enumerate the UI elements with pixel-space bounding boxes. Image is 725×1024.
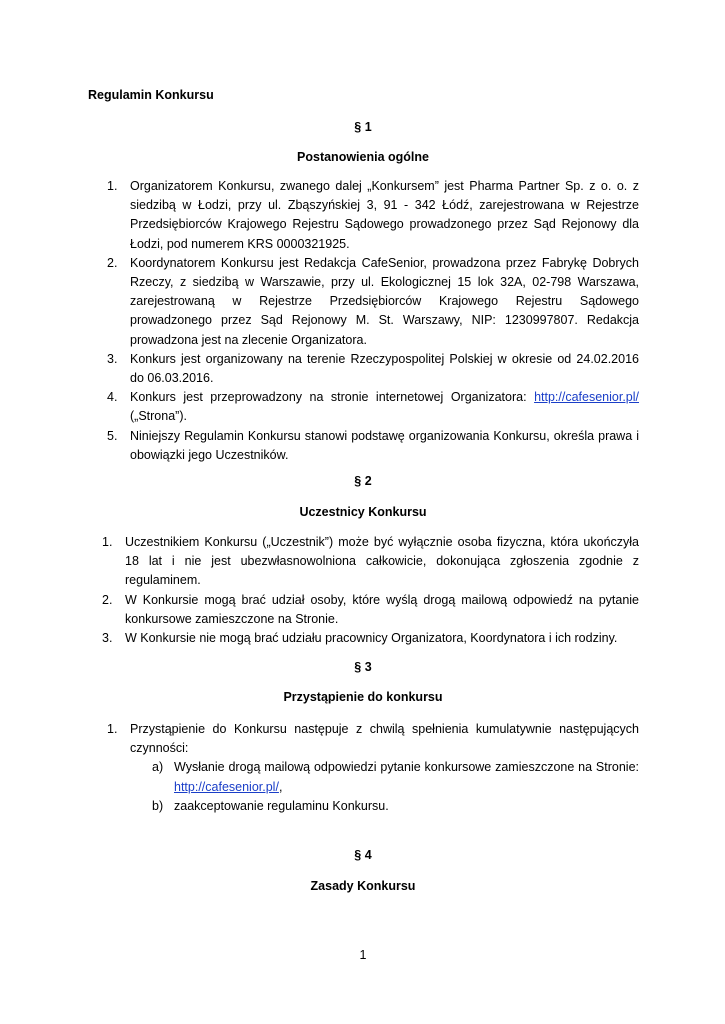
list-item: [88, 177, 639, 254]
section-1-heading: Postanowienia ogólne: [297, 150, 429, 164]
list-item: [88, 533, 639, 591]
sublist-item: [130, 797, 639, 816]
page-number: 1: [359, 948, 367, 962]
list-item-text: Koordynatorem Konkursu jest Redakcja CafeSenior, prowadzona przez Fabrykę Dobrych Rzeczy, z siedzibą w Warszawie, przy ul. Ekologicznej 15 lok 32A, 02-798 Warszawa, zarejestrowaną w Rejestrze Przedsiębiorców Krajowego Rejestru Sądowego prowadzonego przez Sąd Rejonowy M. St. Warszawy, NIP: 1230997807. Redakcja prowadzona jest na zlecenie Organizatora.: [130, 255, 639, 347]
section-2-list: [88, 533, 639, 648]
list-item-text: W Konkursie mogą brać udział osoby, które wyślą drogą mailową odpowiedź na pytanie konkursowe zamieszczone na Stronie.: [125, 592, 639, 626]
section-3-sublist: [130, 758, 639, 816]
list-item-number: 1.: [107, 722, 118, 736]
section-4-mark: § 4: [354, 848, 372, 862]
list-item-number: 3.: [102, 631, 113, 646]
section-3-heading: Przystąpienie do konkursu: [283, 690, 443, 704]
section-1-mark: § 1: [354, 120, 372, 134]
list-item: [88, 629, 639, 648]
list-item-number: 2.: [107, 255, 118, 270]
list-item: [88, 427, 639, 465]
list-item-text: W Konkursie nie mogą brać udziału pracownicy Organizatora, Koordynatora i ich rodziny.: [125, 631, 618, 646]
cafesenior-link[interactable]: http://cafesenior.pl/: [174, 779, 279, 794]
list-item-number: 1.: [102, 535, 113, 549]
list-item-text: Uczestnikiem Konkursu („Uczestnik”) może być wyłącznie osoba fizyczna, która ukończyła 18 lat i nie jest ubezwłasnowolniona całkowicie, dokonująca zgłoszenia zgodnie z regulaminem.: [125, 535, 639, 588]
sublist-item-text-after: ,: [278, 779, 283, 794]
sublist-item: [130, 758, 639, 796]
list-item-number: 4.: [107, 390, 118, 405]
sublist-item-letter: b): [152, 798, 164, 813]
sublist-item-letter: a): [152, 760, 164, 775]
cafesenior-link[interactable]: http://cafesenior.pl/: [534, 390, 639, 405]
list-item-text-after: („Strona”).: [130, 409, 187, 424]
list-item-text-before: Konkurs jest przeprowadzony na stronie internetowej Organizatora:: [130, 390, 535, 405]
section-1-list: [88, 177, 639, 465]
list-item-number: 5.: [107, 428, 118, 443]
list-item: [88, 350, 639, 388]
list-item-number: 2.: [102, 592, 113, 607]
list-item-text: Przystąpienie do Konkursu następuje z chwilą spełnienia kumulatywnie następujących czynności:: [130, 722, 639, 756]
sublist-item-text-before: Wysłanie drogą mailową odpowiedzi pytanie konkursowe zamieszczone na Stronie:: [174, 760, 639, 775]
list-item: [88, 591, 639, 629]
sublist-item-text: zaakceptowanie regulaminu Konkursu.: [174, 798, 389, 813]
document-title: Regulamin Konkursu: [88, 88, 214, 102]
list-item-text: Organizatorem Konkursu, zwanego dalej „Konkursem” jest Pharma Partner Sp. z o. o. z siedzibą w Łodzi, przy ul. Zbąszyńskiej 3, 91 - 342 Łódź, zarejestrowana w Rejestrze Przedsiębiorców Krajowego Rejestru Sądowego prowadzonego przez Sąd Rejonowy dla Łodzi, pod numerem KRS 0000321925.: [130, 179, 639, 251]
section-2-heading: Uczestnicy Konkursu: [299, 505, 427, 519]
list-item: [88, 254, 639, 350]
list-item: [88, 720, 639, 816]
list-item-text: Niniejszy Regulamin Konkursu stanowi podstawę organizowania Konkursu, określa prawa i obowiązki jego Uczestników.: [130, 428, 639, 462]
list-item-number: 1.: [107, 179, 118, 193]
section-3-list: [88, 720, 639, 816]
list-item: [88, 388, 639, 426]
section-2-mark: § 2: [354, 474, 372, 488]
section-3-mark: § 3: [354, 660, 372, 674]
list-item-number: 3.: [107, 351, 118, 366]
list-item-text: Konkurs jest organizowany na terenie Rzeczypospolitej Polskiej w okresie od 24.02.2016 do 06.03.2016.: [130, 351, 639, 386]
section-4-heading: Zasady Konkursu: [310, 879, 416, 893]
